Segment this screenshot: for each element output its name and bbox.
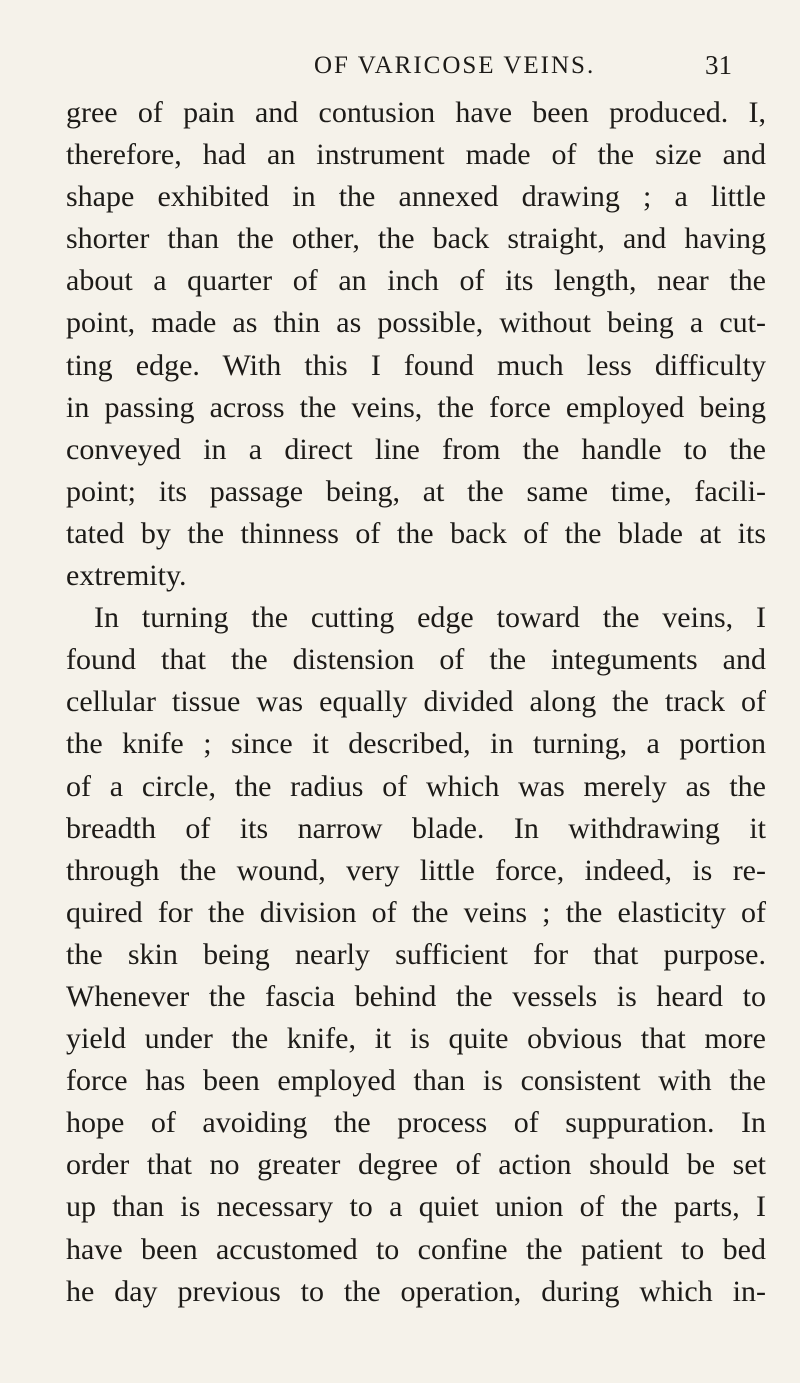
text-line: about a quarter of an inch of its length, near the (66, 264, 766, 298)
text-line: quired for the division of the veins ; the elasticity of (66, 895, 766, 929)
text-line: cellular tissue was equally divided along the track of (66, 685, 766, 719)
text-line: found that the distension of the integuments and (66, 643, 766, 677)
text-line: shorter than the other, the back straight, and having (66, 222, 766, 256)
text-line: tated by the thinness of the back of the blade at its (66, 516, 766, 550)
text-line: have been accustomed to confine the patient to bed (66, 1232, 766, 1266)
text-line: through the wound, very little force, indeed, is re- (66, 853, 766, 887)
body-text (66, 92, 766, 1313)
text-line: gree of pain and contusion have been produced. I, (66, 96, 766, 129)
text-line: in passing across the veins, the force employed being (66, 390, 766, 424)
text-line: extremity. (66, 559, 187, 593)
text-line: Whenever the fascia behind the vessels is heard to (66, 979, 766, 1013)
text-line: therefore, had an instrument made of the size and (66, 138, 766, 172)
text-line: point, made as thin as possible, without being a cut- (66, 306, 766, 340)
text-line: ting edge. With this I found much less difficulty (66, 348, 766, 382)
text-line: yield under the knife, it is quite obvious that more (66, 1022, 766, 1056)
text-line: he day previous to the operation, during which in- (66, 1274, 766, 1308)
text-line: shape exhibited in the annexed drawing ; a little (66, 180, 766, 214)
text-line: order that no greater degree of action should be set (66, 1148, 766, 1182)
text-line: conveyed in a direct line from the handle to the (66, 432, 766, 466)
text-line: breadth of its narrow blade. In withdrawing it (66, 811, 766, 845)
text-line: point; its passage being, at the same time, facili- (66, 474, 766, 508)
page-number: 31 (705, 50, 732, 80)
text-line: the skin being nearly sufficient for that purpose. (66, 937, 766, 971)
paragraph-start-line: In turning the cutting edge toward the veins, I (94, 601, 766, 635)
text-line: force has been employed than is consistent with the (66, 1064, 766, 1098)
text-line: the knife ; since it described, in turning, a portion (66, 727, 766, 761)
text-line: hope of avoiding the process of suppuration. In (66, 1106, 766, 1140)
running-head (0, 52, 800, 92)
text-line: of a circle, the radius of which was merely as the (66, 769, 766, 803)
running-head-title: OF VARICOSE VEINS. (314, 52, 596, 79)
text-line: up than is necessary to a quiet union of the parts, I (66, 1190, 766, 1224)
